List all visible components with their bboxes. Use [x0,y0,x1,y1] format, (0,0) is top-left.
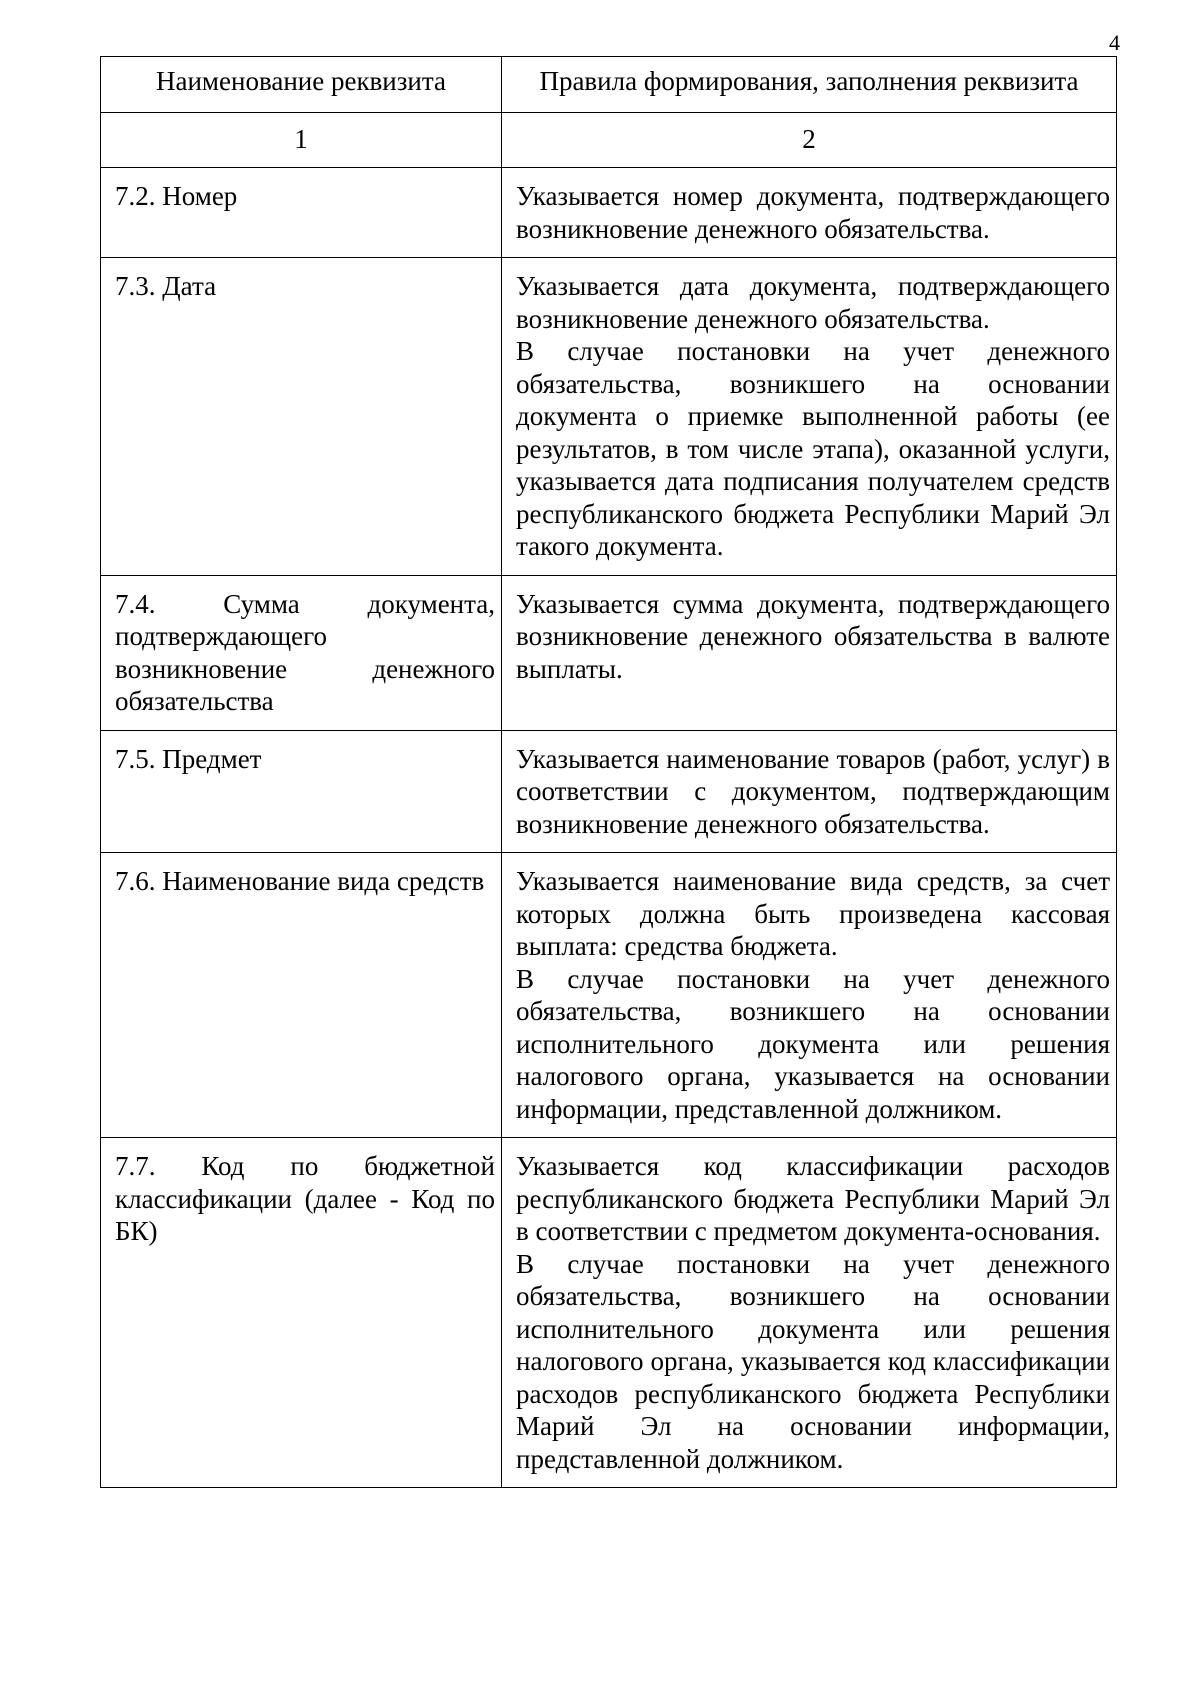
table-row [101,258,1117,576]
filling-rule-cell [502,730,1117,853]
rule-paragraph: Указывается сумма документа, подтверждающего возникновение денежного обязательства в валюте выплаты. [516,588,1110,684]
filling-rule-cell [502,168,1117,258]
table-row [101,853,1117,1138]
page-number: 4 [1109,30,1120,55]
column-numbers-row [101,112,1117,168]
requisites-table [100,56,1117,1488]
requisite-name-cell: 7.2. Номер [101,168,502,258]
table-row [101,730,1117,853]
rule-paragraph: В случае постановки на учет денежного обязательства, возникшего на основании документа о приемке выполненной работы (ее результатов, в том числе этапа), оказанной услуги, указывается дата подписания получателем средств республиканского бюджета Республики Марий Эл такого документа. [516,336,1110,561]
rule-paragraph: В случае постановки на учет денежного обязательства, возникшего на основании исполнительного документа или решения налогового органа, указывается код классификации расходов республиканского бюджета Республики Марий Эл на основании информации, представленной должником. [516,1248,1110,1474]
filling-rule-cell [502,575,1117,730]
requisite-name-cell: 7.7. Код по бюджетной классификации (далее - Код по БК) [101,1138,502,1488]
table-row [101,575,1117,730]
header-requisite-name: Наименование реквизита [101,57,502,113]
filling-rule-cell [502,853,1117,1138]
rule-paragraph: Указывается наименование вида средств, за счет которых должна быть произведена кассовая выплата: средства бюджета. [516,866,1110,961]
rule-paragraph: Указывается наименование товаров (работ, услуг) в соответствии с документом, подтверждающим возникновение денежного обязательства. [516,743,1110,839]
rule-paragraph: Указывается номер документа, подтверждающего возникновение денежного обязательства. [516,181,1110,244]
requisite-name-cell: 7.3. Дата [101,258,502,576]
rule-paragraph: Указывается код классификации расходов республиканского бюджета Республики Марий Эл в соответствии с предметом документа-основания. [516,1151,1110,1246]
rule-paragraph: Указывается дата документа, подтверждающего возникновение денежного обязательства. [516,271,1110,334]
requisite-name-cell: 7.4. Сумма документа, подтверждающего возникновение денежного обязательства [101,575,502,730]
table-header-row [101,57,1117,113]
filling-rule-cell [502,258,1117,576]
column-number-2: 2 [502,112,1117,168]
header-filling-rules: Правила формирования, заполнения реквизита [502,57,1117,113]
requisite-name-cell: 7.6. Наименование вида средств [101,853,502,1138]
table-row [101,1138,1117,1488]
filling-rule-cell [502,1138,1117,1488]
requisite-name-cell: 7.5. Предмет [101,730,502,853]
rule-paragraph: В случае постановки на учет денежного обязательства, возникшего на основании исполнительного документа или решения налогового органа, указывается на основании информации, представленной должником. [516,963,1110,1124]
column-number-1: 1 [101,112,502,168]
table-row [101,168,1117,258]
